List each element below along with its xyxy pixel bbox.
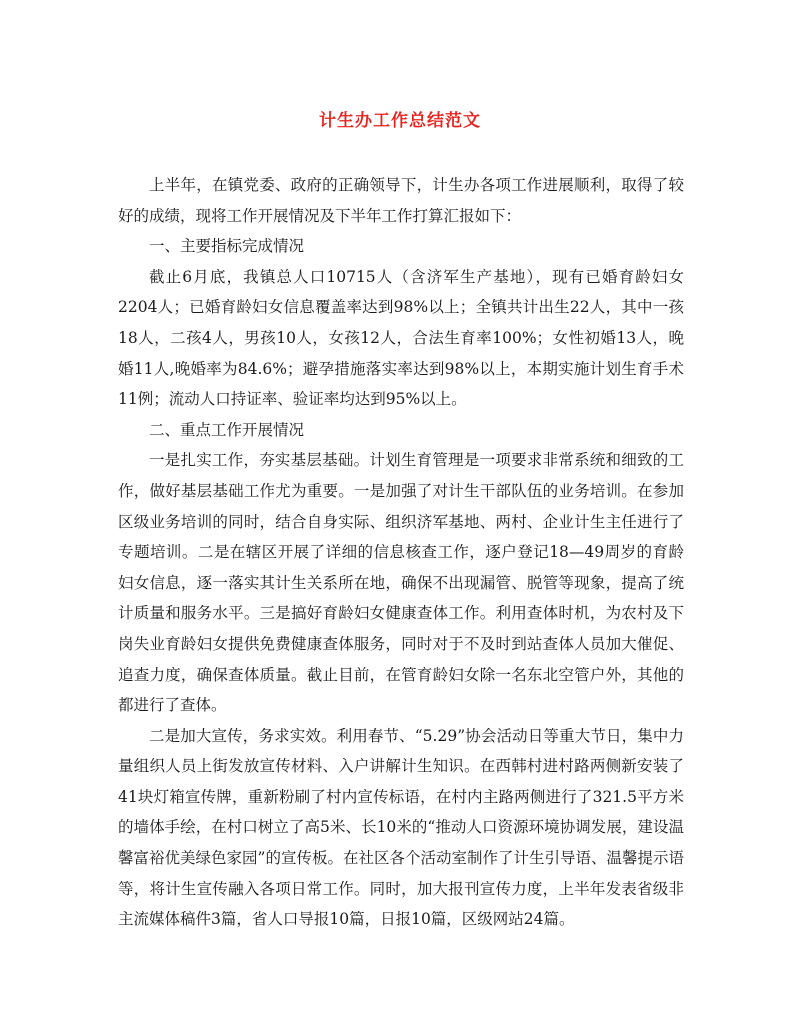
document-title: 计生办工作总结范文 xyxy=(319,111,481,131)
intro-paragraph: 上半年，在镇党委、政府的正确领导下，计生办各项工作进展顺利，取得了较好的成绩，现将工作开展情况及下半年工作打算汇报如下： xyxy=(118,176,684,225)
publicity-paragraph: 二是加大宣传，务求实效。利用春节、“5.29”协会活动日等重大节日，集中力量组织人员上街发放宣传材料、入户讲解计生知识。在西韩村进村路两侧新安装了41块灯箱宣传牌，重新粉刷了村内宣传标语，在村内主路两侧进行了321.5平方米的墙体手绘，在村口树立了高5米、长10米的“推动人口资源环境协调发展，建设温馨富裕优美绿色家园”的宣传板。在社区各个活动室制作了计生引导语、温馨提示语等，将计生宣传融入各项日常工作。同时，加大报刊宣传力度，上半年发表省级非主流媒体稿件3篇，省人口导报10篇，日报10篇，区级网站24篇。 xyxy=(118,726,684,929)
grassroots-work-paragraph: 一是扎实工作，夯实基层基础。计划生育管理是一项要求非常系统和细致的工作，做好基层基础工作尤为重要。一是加强了对计生干部队伍的业务培训。在参加区级业务培训的同时，结合自身实际、组织济军基地、两村、企业计生主任进行了专题培训。二是在辖区开展了详细的信息核查工作，逐户登记18—49周岁的育龄妇女信息，逐一落实其计生关系所在地，确保不出现漏管、脱管等现象，提高了统计质量和服务水平。三是搞好育龄妇女健康查体工作。利用查体时机，为农村及下岗失业育龄妇女提供免费健康查体服务，同时对于不及时到站查体人员加大催促、追查力度，确保查体质量。截止目前，在管育龄妇女除一名东北空管户外，其他的都进行了查体。 xyxy=(118,451,684,715)
indicators-paragraph: 截止6月底，我镇总人口10715人（含济军生产基地），现有已婚育龄妇女2204人；已婚育龄妇女信息覆盖率达到98%以上；全镇共计出生22人，其中一孩18人，二孩4人，男孩10人，女孩12人，合法生育率100%；女性初婚13人，晚婚11人,晚婚率为84.6%；避孕措施落实率达到98%以上，本期实施计划生育手术11例；流动人口持证率、验证率均达到95%以上。 xyxy=(118,267,684,409)
section-heading-key-work: 二、重点工作开展情况 xyxy=(149,420,305,439)
section-heading-indicators: 一、主要指标完成情况 xyxy=(149,237,305,256)
document-body xyxy=(118,170,684,935)
